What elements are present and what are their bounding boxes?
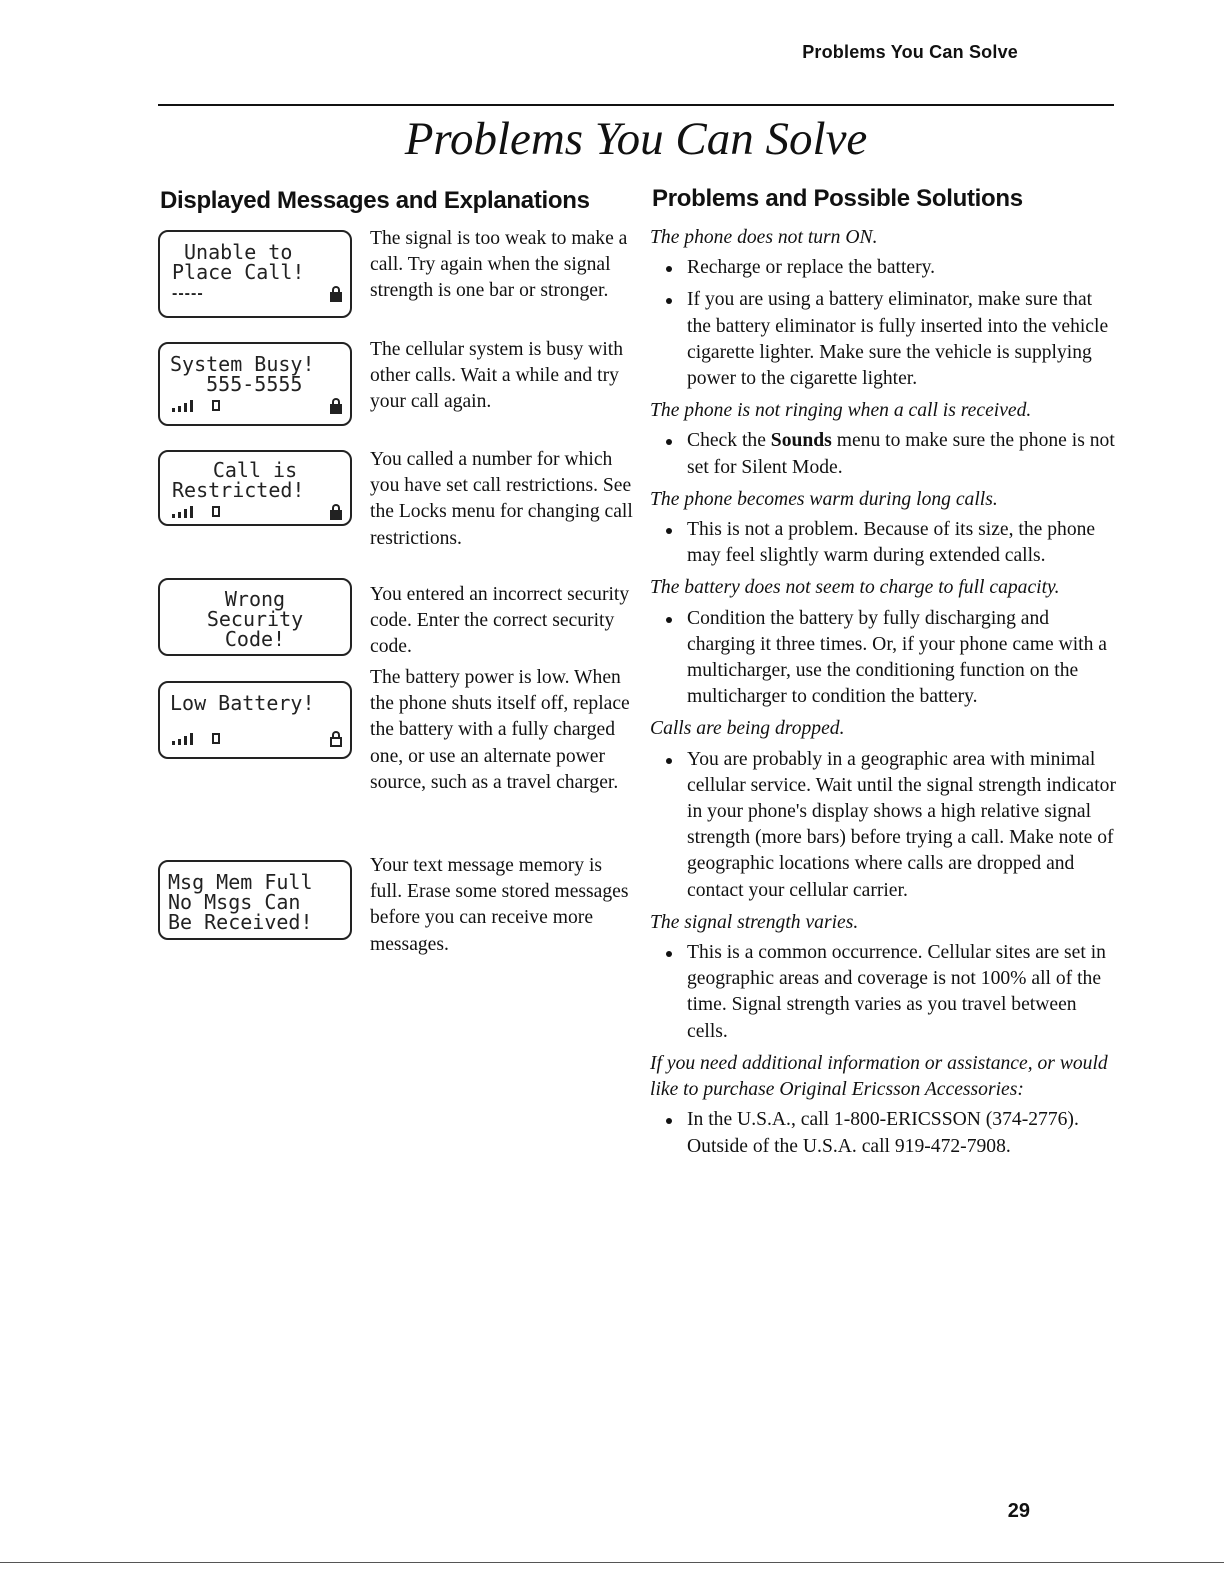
solution-item: Recharge or replace the battery.: [650, 255, 1120, 281]
lcd-line: Place Call!: [172, 260, 305, 284]
lcd-display-msg-mem-full: [158, 860, 352, 940]
message-explanation: Your text message memory is full. Erase some stored messages before you can receive more messages.: [370, 855, 629, 955]
solution-list: [650, 606, 1120, 711]
lcd-line: Code!: [224, 627, 286, 651]
lcd-line: Unable to: [184, 240, 293, 264]
message-explanation: The battery power is low. When the phone shuts itself off, replace the battery with a fully charged one, or use an alternate power source, such as a travel charger.: [370, 667, 630, 793]
contact-info-item: In the U.S.A., call 1-800-ERICSSON (374-2776). Outside of the U.S.A. call 919-472-7908.: [650, 1107, 1120, 1159]
battery-icon: [212, 506, 220, 517]
message-explanation: You called a number for which you have set call restrictions. See the Locks menu for changing call restrictions.: [370, 449, 633, 549]
message-explanation: You entered an incorrect security code. Enter the correct security code.: [370, 584, 630, 658]
bottom-rule: [0, 1562, 1224, 1563]
problem-statement: Calls are being dropped.: [650, 718, 845, 740]
no-signal-indicator: -----: [172, 285, 204, 302]
lcd-display-call-restricted: [158, 450, 352, 526]
signal-strength-icon: [172, 733, 206, 745]
lcd-line: System Busy!: [170, 352, 315, 376]
solution-item: This is not a problem. Because of its size, the phone may feel slightly warm during extended calls.: [650, 517, 1120, 569]
top-rule: [158, 104, 1114, 106]
lcd-line: Security: [206, 607, 304, 631]
lcd-line: Call is: [212, 458, 298, 482]
solution-item: This is a common occurrence. Cellular sites are set in geographic areas and coverage is not 100% all of the time. Signal strength varies as you travel between cells.: [650, 940, 1120, 1045]
contact-info-intro: If you need additional information or assistance, or would like to purchase Original Ericsson Accessories:: [650, 1052, 1108, 1101]
solution-list: [650, 428, 1120, 480]
solution-list: [650, 1107, 1120, 1159]
displayed-messages-heading: Displayed Messages and Explanations: [160, 187, 590, 214]
lcd-line: 555-5555: [170, 372, 303, 396]
battery-icon: [212, 733, 220, 744]
solution-text: menu to make sure the phone is not set for Silent Mode.: [687, 430, 1115, 478]
lcd-line: Msg Mem Full: [168, 870, 313, 894]
running-header: Problems You Can Solve: [802, 42, 1018, 62]
problem-statement: The phone is not ringing when a call is received.: [650, 400, 1032, 422]
lcd-display-unable-to-place-call: [158, 230, 352, 318]
solution-list: [650, 517, 1120, 569]
problem-statement: The battery does not seem to charge to full capacity.: [650, 577, 1060, 599]
solution-list: [650, 255, 1120, 392]
lcd-line: Low Battery!: [170, 691, 315, 715]
lock-icon: [330, 286, 342, 302]
page-number: 29: [1007, 1500, 1030, 1522]
problem-statement: The phone becomes warm during long calls.: [650, 488, 998, 510]
message-explanation: The cellular system is busy with other calls. Wait a while and try your call again.: [370, 339, 624, 413]
lock-icon: [330, 398, 342, 414]
signal-strength-icon: [172, 400, 206, 412]
problems-solutions-heading: Problems and Possible Solutions: [652, 185, 1023, 212]
signal-strength-icon: [172, 506, 206, 518]
problem-statement: The signal strength varies.: [650, 911, 859, 933]
lcd-display-system-busy: [158, 342, 352, 426]
unlocked-icon: [330, 731, 342, 747]
solution-item: If you are using a battery eliminator, make sure that the battery eliminator is fully inserted into the vehicle cigarette lighter. Make sure the vehicle is supplying power to the cigarette lighter.: [650, 287, 1120, 392]
solution-text: Check the: [687, 430, 771, 452]
lcd-display-wrong-security-code: [158, 578, 352, 656]
lcd-line: Wrong: [224, 587, 286, 611]
lock-icon: [330, 504, 342, 520]
lcd-line: Restricted!: [172, 478, 305, 502]
solution-item: [650, 428, 1120, 480]
solution-item: You are probably in a geographic area with minimal cellular service. Wait until the signal strength indicator in your phone's display shows a high relative signal strength (more bars) before trying a call. Make note of geographic locations where calls are dropped and contact your cellular carrier.: [650, 747, 1120, 904]
problems-solutions-list: [650, 225, 1120, 1166]
solution-list: [650, 747, 1120, 904]
solution-item: Condition the battery by fully discharging and charging it three times. Or, if your phone came with a multicharger, use the conditioning function on the multicharger to condition the battery.: [650, 606, 1120, 711]
message-explanation: The signal is too weak to make a call. Try again when the signal strength is one bar or stronger.: [370, 228, 628, 302]
lcd-line: Be Received!: [168, 910, 313, 934]
solution-list: [650, 940, 1120, 1045]
problem-statement: The phone does not turn ON.: [650, 227, 878, 248]
page-title: Problems You Can Solve: [404, 113, 868, 165]
battery-icon: [212, 400, 220, 411]
lcd-line: No Msgs Can: [168, 890, 301, 914]
lcd-display-low-battery: [158, 681, 352, 759]
sounds-menu-name: Sounds: [770, 430, 832, 452]
